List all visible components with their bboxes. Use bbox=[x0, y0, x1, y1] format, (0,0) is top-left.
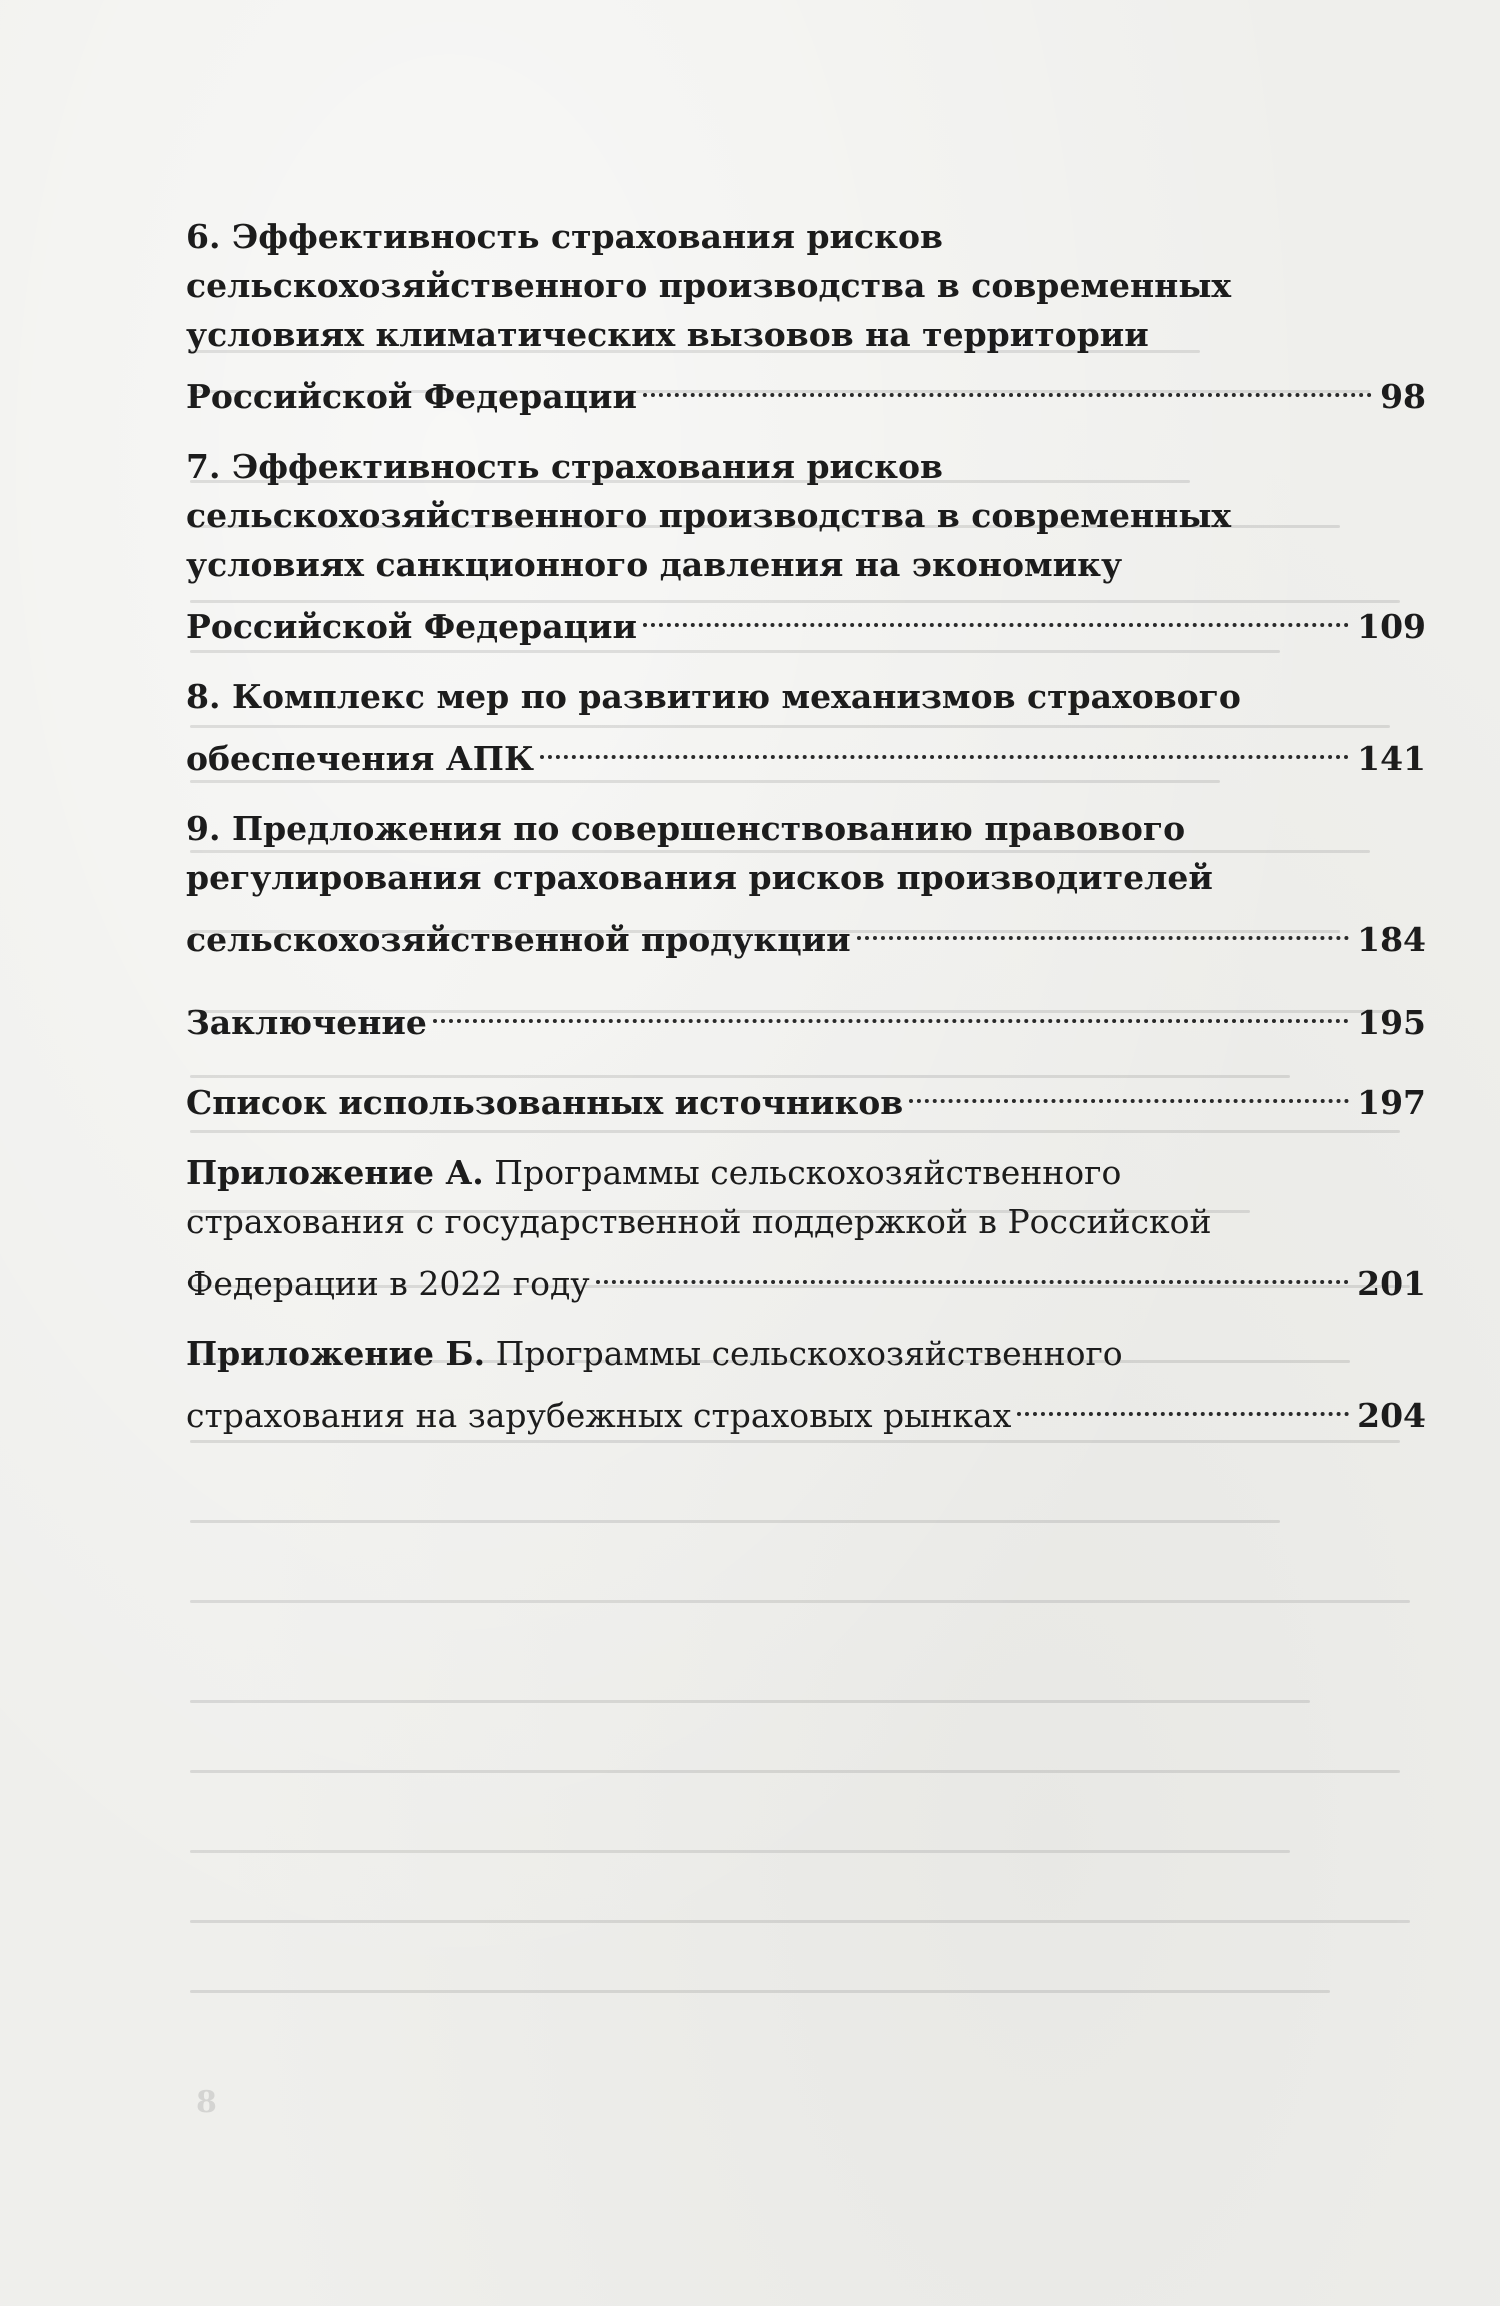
toc-entry-line: 8. Комплекс мер по развитию механизмов страхового bbox=[186, 677, 1241, 716]
toc-entry-line: сельскохозяйственного производства в современных bbox=[186, 496, 1232, 535]
toc-leader-line bbox=[186, 902, 1426, 964]
toc-leader-line bbox=[186, 1065, 1426, 1127]
appendix-label: Приложение Б. bbox=[186, 1334, 486, 1373]
toc-leader-line bbox=[186, 721, 1426, 783]
dot-leader bbox=[596, 1246, 1349, 1295]
dot-leader bbox=[857, 902, 1350, 951]
toc-entry-line bbox=[186, 1148, 1426, 1197]
toc-entry-line: условиях климатических вызовов на территории bbox=[186, 315, 1149, 354]
dot-leader bbox=[643, 359, 1372, 408]
toc-leader-line bbox=[186, 1378, 1426, 1440]
dot-leader bbox=[909, 1065, 1349, 1114]
appendix-title: Программы сельскохозяйственного bbox=[495, 1334, 1123, 1373]
toc-page-number: 98 bbox=[1380, 377, 1426, 416]
toc-leader-line bbox=[186, 1246, 1426, 1308]
dot-leader bbox=[1017, 1378, 1349, 1427]
toc-entry-line: страхования на зарубежных страховых рынках bbox=[186, 1396, 1012, 1435]
toc-entry-line: Российской Федерации bbox=[186, 607, 637, 646]
toc-entry-line: Список использованных источников bbox=[186, 1083, 904, 1122]
table-of-contents bbox=[186, 212, 1426, 1461]
toc-entry-conclusion bbox=[186, 985, 1426, 1047]
toc-page-number: 201 bbox=[1357, 1264, 1426, 1303]
reverse-page-number: 8 bbox=[196, 2085, 217, 2120]
dot-leader bbox=[540, 721, 1349, 770]
appendix-title: Программы сельскохозяйственного bbox=[494, 1153, 1122, 1192]
toc-entry-line: обеспечения АПК bbox=[186, 739, 534, 778]
toc-page-number: 141 bbox=[1357, 739, 1426, 778]
toc-leader-line bbox=[186, 359, 1426, 421]
toc-entry-7 bbox=[186, 442, 1426, 651]
toc-page-number: 195 bbox=[1357, 1003, 1426, 1042]
dot-leader bbox=[433, 985, 1349, 1034]
toc-page-number: 204 bbox=[1357, 1396, 1426, 1435]
toc-entry-9 bbox=[186, 804, 1426, 964]
toc-entry-references bbox=[186, 1065, 1426, 1127]
toc-leader-line bbox=[186, 589, 1426, 651]
toc-entry-line: 7. Эффективность страхования рисков bbox=[186, 447, 943, 486]
toc-page-number: 184 bbox=[1357, 920, 1426, 959]
toc-entry-line: 9. Предложения по совершенствованию правового bbox=[186, 809, 1186, 848]
toc-entry-line: Заключение bbox=[186, 1003, 427, 1042]
toc-entry-line: сельскохозяйственной продукции bbox=[186, 920, 851, 959]
toc-entry-appendix-a bbox=[186, 1148, 1426, 1308]
toc-entry-line: Федерации в 2022 году bbox=[186, 1264, 590, 1303]
toc-entry-line: Российской Федерации bbox=[186, 377, 637, 416]
toc-entry-line: регулирования страхования рисков производителей bbox=[186, 858, 1213, 897]
toc-entry-line: условиях санкционного давления на экономику bbox=[186, 545, 1123, 584]
toc-entry-6 bbox=[186, 212, 1426, 421]
toc-entry-8 bbox=[186, 672, 1426, 783]
toc-entry-appendix-b bbox=[186, 1329, 1426, 1440]
toc-page-number: 109 bbox=[1357, 607, 1426, 646]
toc-entry-line bbox=[186, 1329, 1426, 1378]
toc-entry-line: 6. Эффективность страхования рисков bbox=[186, 217, 943, 256]
toc-leader-line bbox=[186, 985, 1426, 1047]
dot-leader bbox=[643, 589, 1349, 638]
toc-entry-line: страхования с государственной поддержкой в Российской bbox=[186, 1202, 1212, 1241]
toc-page-number: 197 bbox=[1357, 1083, 1426, 1122]
appendix-label: Приложение А. bbox=[186, 1153, 484, 1192]
toc-entry-line: сельскохозяйственного производства в современных bbox=[186, 266, 1232, 305]
